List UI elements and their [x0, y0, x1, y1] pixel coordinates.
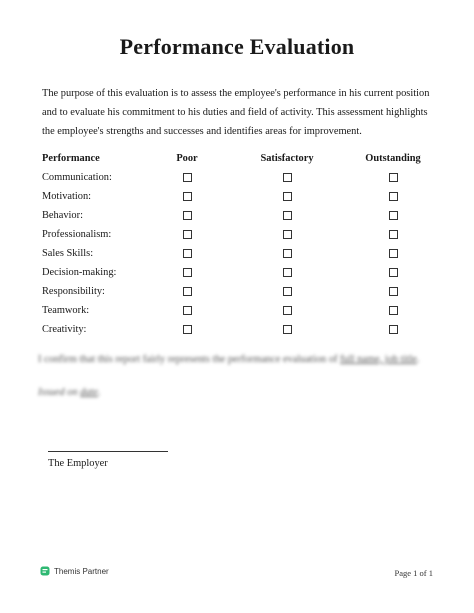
header-poor: Poor	[176, 152, 198, 164]
rating-cell-poor	[152, 225, 222, 244]
checkbox-outstanding[interactable]	[389, 287, 398, 296]
issued-suffix: .	[98, 387, 101, 398]
checkbox-satisfactory[interactable]	[283, 268, 292, 277]
checkbox-outstanding[interactable]	[389, 173, 398, 182]
brand-name: Themis Partner	[54, 566, 109, 576]
header-satisfactory: Satisfactory	[260, 152, 314, 164]
checkbox-poor[interactable]	[183, 268, 192, 277]
checkbox-outstanding[interactable]	[389, 306, 398, 315]
rating-cell-poor	[152, 263, 222, 282]
rating-cell-satisfactory	[222, 206, 352, 225]
checkbox-satisfactory[interactable]	[283, 230, 292, 239]
checkbox-outstanding[interactable]	[389, 268, 398, 277]
checkbox-outstanding[interactable]	[389, 211, 398, 220]
criterion-label: Responsibility:	[42, 286, 105, 297]
rating-cell-satisfactory	[222, 225, 352, 244]
checkbox-poor[interactable]	[183, 211, 192, 220]
evaluation-table	[42, 148, 434, 339]
checkbox-poor[interactable]	[183, 192, 192, 201]
confirmation-statement	[38, 354, 419, 365]
criterion-label: Communication:	[42, 172, 112, 183]
table-row	[42, 187, 434, 206]
criterion-label: Sales Skills:	[42, 248, 94, 259]
rating-cell-satisfactory	[222, 301, 352, 320]
issued-text: Issued on	[38, 387, 81, 398]
table-row	[42, 168, 434, 187]
criterion-label: Decision-making:	[42, 267, 117, 278]
checkbox-satisfactory[interactable]	[283, 211, 292, 220]
checkbox-outstanding[interactable]	[389, 249, 398, 258]
confirmation-placeholder: full name, job title	[340, 354, 417, 365]
checkbox-poor[interactable]	[183, 249, 192, 258]
rating-cell-satisfactory	[222, 187, 352, 206]
criterion-label: Professionalism:	[42, 229, 112, 240]
header-performance: Performance	[42, 152, 100, 164]
table-row	[42, 320, 434, 339]
checkbox-satisfactory[interactable]	[283, 325, 292, 334]
rating-cell-outstanding	[352, 282, 434, 301]
themis-logo-icon	[40, 566, 50, 576]
checkbox-poor[interactable]	[183, 173, 192, 182]
checkbox-satisfactory[interactable]	[283, 306, 292, 315]
employer-label: The Employer	[48, 458, 108, 469]
rating-cell-satisfactory	[222, 263, 352, 282]
rating-cell-poor	[152, 282, 222, 301]
checkbox-poor[interactable]	[183, 325, 192, 334]
table-header-row	[42, 148, 434, 168]
rating-cell-outstanding	[352, 206, 434, 225]
rating-cell-outstanding	[352, 168, 434, 187]
intro-paragraph: The purpose of this evaluation is to assess the employee's performance in his current position and to evaluate his commitment to his duties and field of activity. This assessment highlights the employee's strengths and successes and identifies areas for improvement.	[42, 88, 430, 137]
page-title: Performance Evaluation	[119, 34, 355, 59]
checkbox-outstanding[interactable]	[389, 192, 398, 201]
table-row	[42, 225, 434, 244]
rating-cell-satisfactory	[222, 244, 352, 263]
rating-cell-poor	[152, 320, 222, 339]
rating-cell-poor	[152, 206, 222, 225]
rating-cell-outstanding	[352, 301, 434, 320]
table-row	[42, 244, 434, 263]
confirmation-suffix: .	[416, 354, 420, 365]
confirmation-text: I confirm that this report fairly represents the performance evaluation of	[38, 354, 341, 365]
criterion-label: Creativity:	[42, 324, 87, 335]
rating-cell-poor	[152, 244, 222, 263]
signature-line	[48, 451, 168, 452]
issued-statement	[38, 387, 101, 398]
checkbox-poor[interactable]	[183, 230, 192, 239]
rating-cell-satisfactory	[222, 282, 352, 301]
criterion-label: Behavior:	[42, 210, 83, 221]
rating-cell-outstanding	[352, 263, 434, 282]
rating-cell-satisfactory	[222, 320, 352, 339]
rating-cell-poor	[152, 187, 222, 206]
rating-cell-outstanding	[352, 187, 434, 206]
criterion-label: Motivation:	[42, 191, 92, 202]
table-row	[42, 206, 434, 225]
table-row	[42, 263, 434, 282]
checkbox-poor[interactable]	[183, 306, 192, 315]
criterion-label: Teamwork:	[42, 305, 90, 316]
rating-cell-outstanding	[352, 244, 434, 263]
page-number: Page 1 of 1	[394, 568, 433, 578]
checkbox-outstanding[interactable]	[389, 325, 398, 334]
rating-cell-outstanding	[352, 225, 434, 244]
checkbox-satisfactory[interactable]	[283, 249, 292, 258]
checkbox-outstanding[interactable]	[389, 230, 398, 239]
footer-brand	[40, 566, 109, 576]
checkbox-poor[interactable]	[183, 287, 192, 296]
rating-cell-poor	[152, 301, 222, 320]
header-outstanding: Outstanding	[365, 152, 421, 164]
rating-cell-satisfactory	[222, 168, 352, 187]
table-row	[42, 301, 434, 320]
issued-placeholder: date	[80, 387, 99, 398]
rating-cell-poor	[152, 168, 222, 187]
table-row	[42, 282, 434, 301]
checkbox-satisfactory[interactable]	[283, 192, 292, 201]
rating-cell-outstanding	[352, 320, 434, 339]
checkbox-satisfactory[interactable]	[283, 287, 292, 296]
checkbox-satisfactory[interactable]	[283, 173, 292, 182]
